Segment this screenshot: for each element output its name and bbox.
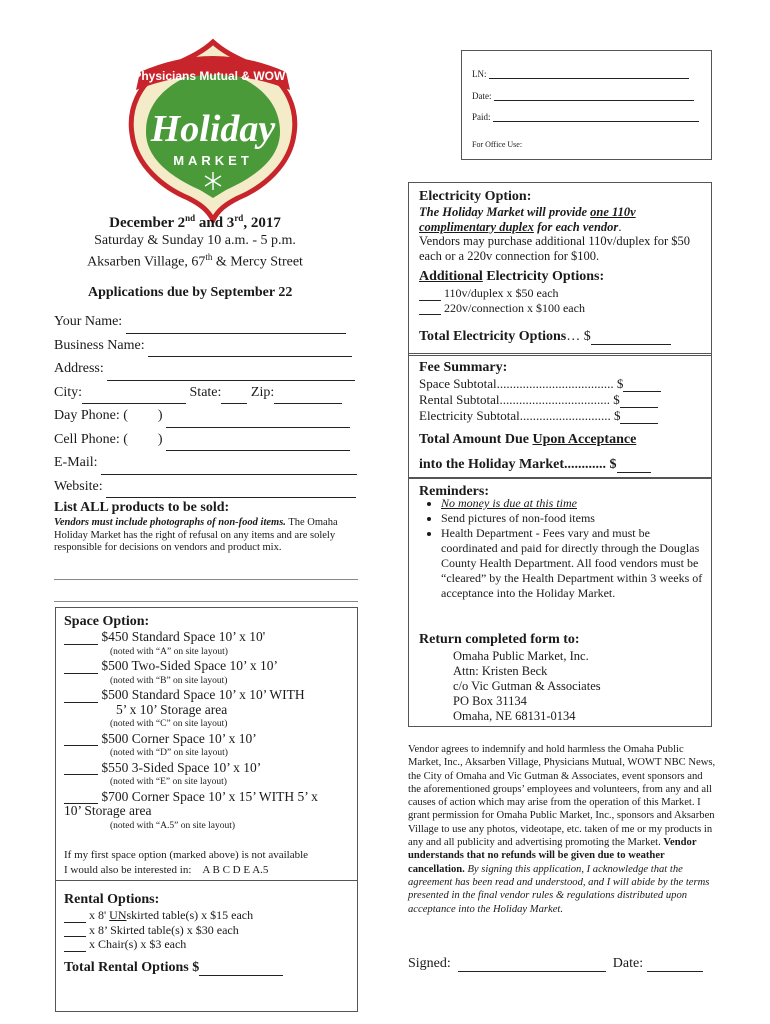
office-use-label: For Office Use: — [472, 140, 523, 149]
cell-phone-field[interactable]: Cell Phone: ( ) — [54, 428, 357, 452]
rental-options — [64, 908, 253, 952]
rental-chairs[interactable]: x Chair(s) x $3 each — [64, 937, 253, 952]
electricity-heading: Electricity Option: — [419, 189, 532, 204]
logo-title-text: Holiday — [150, 108, 276, 150]
signature-line[interactable]: Signed: Date: — [408, 956, 703, 972]
business-field[interactable]: Business Name: — [54, 334, 357, 358]
space-option-a5[interactable]: $700 Corner Space 10’ x 15’ WITH 5’ x — [64, 790, 354, 805]
return-address: Omaha Public Market, Inc. Attn: Kristen Beck c/o Vic Gutman & Associates PO Box 31134 Omaha, NE 68131-0134 — [453, 649, 601, 723]
ln-field[interactable] — [472, 69, 689, 79]
fee-summary-box — [408, 353, 712, 479]
space-option-a[interactable]: $450 Standard Space 10’ x 10' — [64, 630, 354, 645]
email-field[interactable]: E-Mail: — [54, 451, 357, 475]
address-field[interactable]: Address: — [54, 357, 357, 381]
city-state-zip-field[interactable]: City: State: Zip: — [54, 381, 357, 405]
reminders-list — [409, 496, 703, 601]
fee-rental[interactable]: Rental Subtotal.................................. $ — [419, 392, 661, 408]
event-time: Saturday & Sunday 10 a.m. - 5 p.m. — [94, 233, 296, 248]
reminders-box — [408, 477, 712, 727]
electricity-total[interactable]: Total Electricity Options… $ — [419, 329, 671, 345]
products-line-2[interactable] — [54, 601, 358, 602]
space-option-c[interactable]: $500 Standard Space 10’ x 10’ WITH — [64, 688, 354, 703]
fee-elec[interactable]: Electricity Subtotal............................ $ — [419, 408, 661, 424]
logo-banner-text: Physicians Mutual & WOWT — [133, 69, 293, 83]
rental-skirted[interactable]: x 8’ Skirted table(s) x $30 each — [64, 923, 253, 938]
reminder-item: • No money is due at this time — [441, 496, 703, 511]
electricity-options — [419, 286, 585, 315]
fallback-options[interactable]: A B C D E A.5 — [202, 863, 269, 876]
reminders-heading: Reminders: — [419, 484, 489, 499]
deadline: Applications due by September 22 — [88, 285, 293, 300]
electricity-box — [408, 182, 712, 356]
products-note: Vendors must include photographs of non-food items. The Omaha Holiday Market has the right of refusal on any items and are solely responsible for decisions on vendors and product mix. — [54, 517, 338, 553]
paid-label: Paid: — [472, 112, 491, 122]
electricity-note: The Holiday Market will provide one 110v complimentary duplex for each vendor. Vendors may purchase additional 110v/duplex for $50 each or a 220v connection for $100. — [419, 205, 691, 263]
fee-total-line1: Total Amount Due Upon Acceptance — [419, 432, 637, 447]
elec-opt-110v[interactable]: 110v/duplex x $50 each — [419, 286, 585, 301]
additional-heading: Additional Electricity Options: — [419, 269, 605, 284]
fee-lines — [419, 376, 661, 424]
website-field[interactable]: Website: — [54, 475, 357, 499]
office-date-label: Date: — [472, 91, 492, 101]
reminder-item: • Send pictures of non-food items — [441, 511, 703, 526]
paid-field[interactable] — [472, 112, 699, 122]
space-option-e[interactable]: $550 3-Sided Space 10’ x 10’ — [64, 761, 354, 776]
office-date-field[interactable] — [472, 91, 694, 101]
rental-unskirted[interactable]: x 8' UNskirted table(s) x $15 each — [64, 908, 253, 923]
ln-label: LN: — [472, 69, 487, 79]
vendor-fields — [54, 310, 357, 498]
event-info — [40, 210, 350, 271]
products-heading: List ALL products to be sold: — [54, 500, 230, 515]
event-location: Aksarben Village, 67th & Mercy Street — [87, 252, 303, 270]
fee-space[interactable]: Space Subtotal.................................... $ — [419, 376, 661, 392]
day-phone-field[interactable]: Day Phone: ( ) — [54, 404, 357, 428]
name-field[interactable]: Your Name: — [54, 310, 357, 334]
elec-opt-220v[interactable]: 220v/connection x $100 each — [419, 301, 585, 316]
rental-heading: Rental Options: — [64, 892, 160, 907]
office-use-box — [461, 50, 712, 160]
space-heading: Space Option: — [64, 614, 150, 629]
space-rental-box — [55, 607, 358, 1012]
logo-subtitle-text: MARKET — [173, 153, 253, 168]
rental-total[interactable]: Total Rental Options $ — [64, 960, 283, 976]
space-option-d[interactable]: $500 Corner Space 10’ x 10’ — [64, 732, 354, 747]
legal-text: Vendor agrees to indemnify and hold harmless the Omaha Public Market, Inc., Aksarben Village, Physicians Mutual, WOWT NBC News, the City of Omaha and Vic Gutman & Associates, event sponsors and the aforementioned groups’ employees and volunteers, from any and all causes of action which may arise from the operation of this Market. I grant permission for Omaha Public Market, Inc., sponsors and Aksarben Village to use any photos, videotape, etc. taken of me or my products in any and all publicity and advertising promoting the Market. Vendor understands that no refunds will be given due to weather cancellation. By signing this application, I acknowledge that the agreement has been read and understood, and I will abide by the terms presented in the final vendor rules & regulations distributed upon acceptance into the Holiday Market. — [408, 744, 716, 915]
fee-total-line2[interactable]: into the Holiday Market............ $ — [419, 457, 651, 473]
space-fallback: If my first space option (marked above) is not available I would also be interested in: A B C D E A.5 — [64, 849, 309, 876]
holiday-market-logo — [118, 38, 308, 223]
products-line-1[interactable] — [54, 579, 358, 580]
space-options: $450 Standard Space 10’ x 10' (noted with “A” on site layout) $500 Two-Sided Space 10’ x 10’ (noted with “B” on site layout) $500 Standard Space 10’ x 10’ WITH 5’ x 10’ Storage area (noted with “C” on site layout) $500 Corner Space 10’ x 10’ (noted with “D” on site layout) $550 3-Sided Space 10’ x 10’ (noted with “E” on site layout) $700 Corner Space 10’ x 15’ WITH 5’ x 10’ Storage area (noted with “A.5” on site layout) — [64, 630, 354, 833]
return-heading: Return completed form to: — [419, 632, 580, 647]
divider — [56, 880, 357, 881]
fee-heading: Fee Summary: — [419, 360, 508, 375]
reminder-item: • Health Department - Fees vary and must be coordinated and paid for directly through the Douglas County Health Department. All food vendors must be “cleared” by the Health Department within 3 weeks of acceptance into the Holiday Market. — [441, 526, 703, 601]
event-date: December 2nd and 3rd, 2017 — [109, 213, 281, 231]
space-option-b[interactable]: $500 Two-Sided Space 10’ x 10’ — [64, 659, 354, 674]
